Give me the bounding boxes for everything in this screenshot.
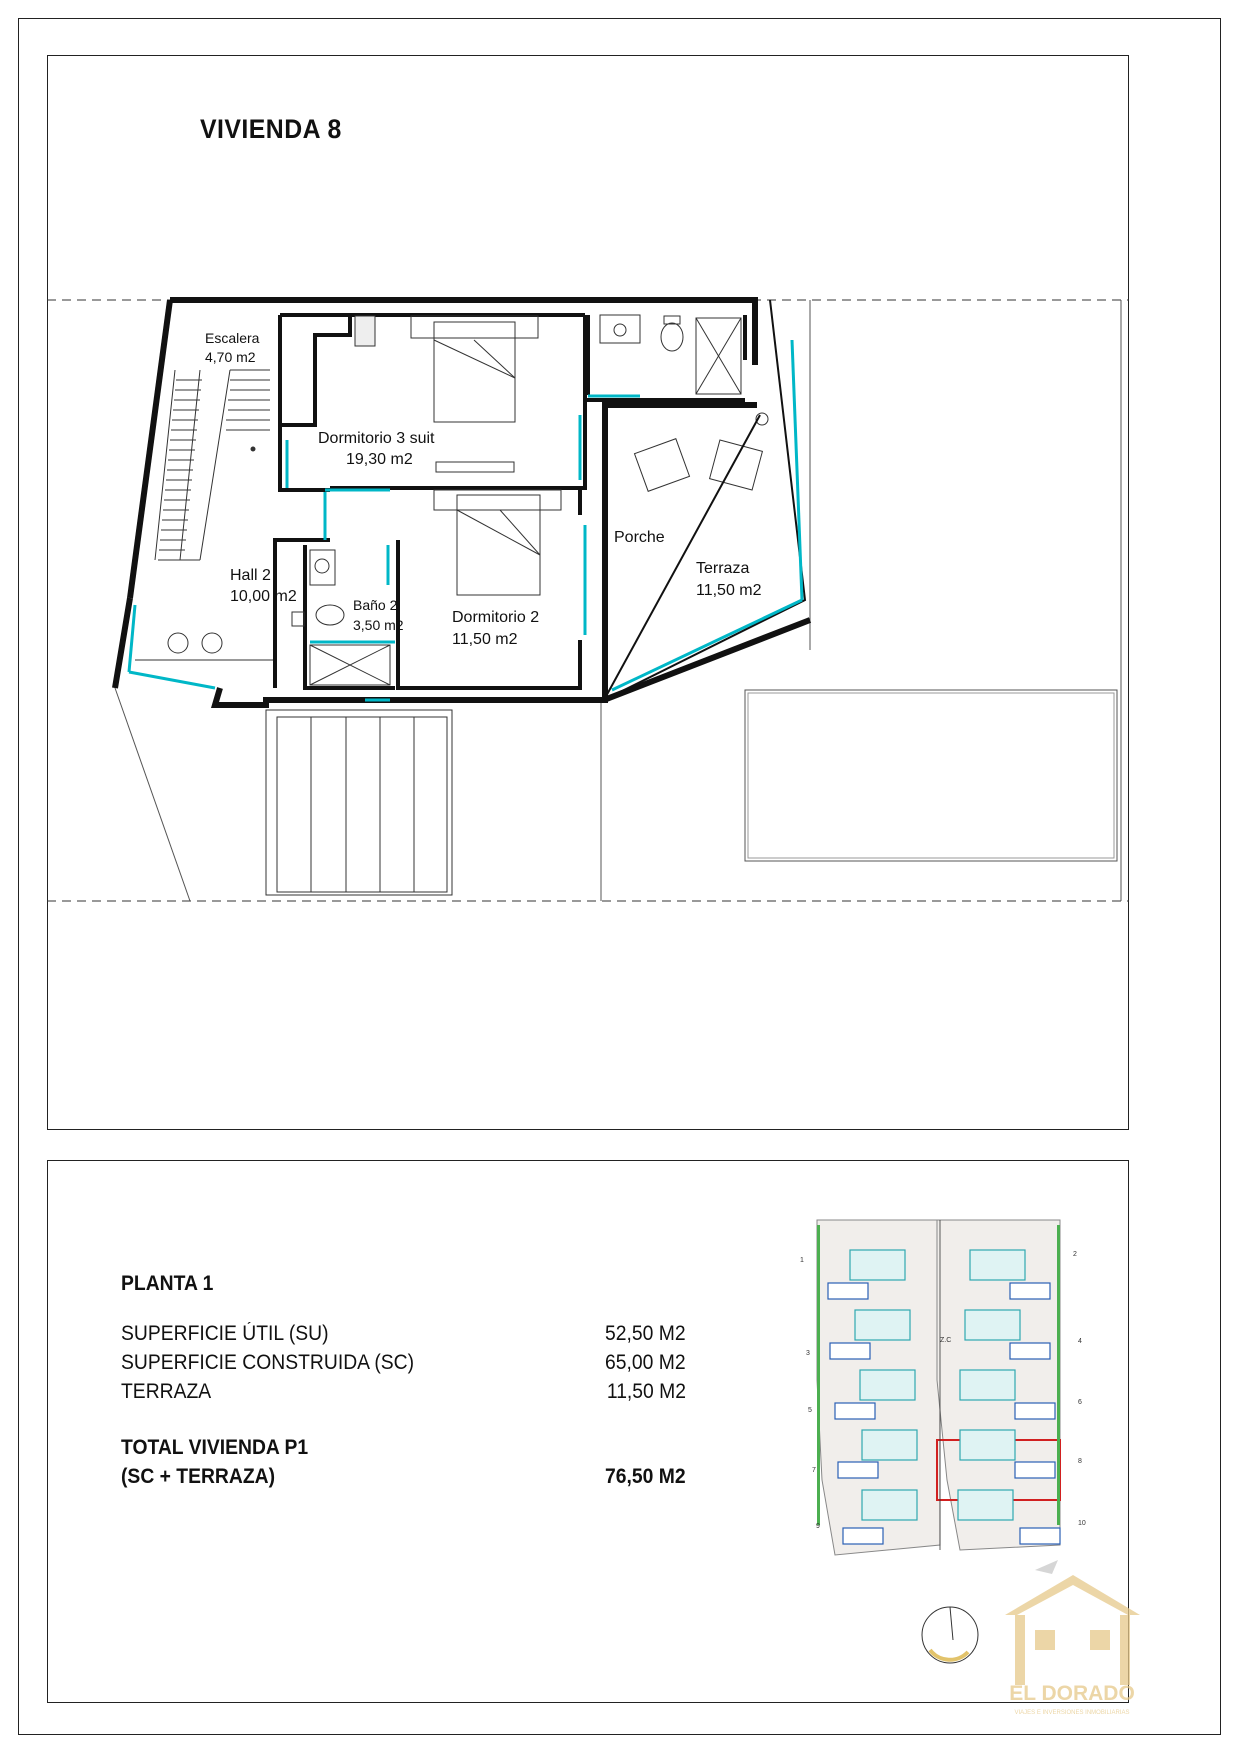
bed-dormitorio-2 — [434, 490, 561, 595]
pergola — [266, 710, 452, 895]
escalera-name: Escalera — [205, 330, 260, 346]
lot-2: 2 — [1073, 1251, 1077, 1258]
total-label-2: (SC + TERRAZA) — [121, 1465, 276, 1488]
summary-label-su: SUPERFICIE ÚTIL (SU) — [121, 1322, 329, 1345]
summary-label-terraza: TERRAZA — [121, 1380, 212, 1403]
dormitorio2-name: Dormitorio 2 — [452, 609, 540, 626]
dormitorio2-area: 11,50 m2 — [452, 631, 518, 648]
lot-8: 8 — [1078, 1458, 1082, 1465]
dormitorio3-name: Dormitorio 3 suit — [318, 430, 435, 447]
bano2-name: Baño 2 — [353, 597, 398, 613]
hall-furniture — [135, 633, 273, 660]
summary-value-su: 52,50 M2 — [605, 1322, 686, 1345]
bed-dormitorio-3 — [355, 316, 538, 472]
total-label-1: TOTAL VIVIENDA P1 — [121, 1436, 309, 1459]
total-value: 76,50 M2 — [605, 1465, 686, 1488]
summary-heading: PLANTA 1 — [121, 1272, 214, 1295]
lot-9: 9 — [816, 1523, 820, 1530]
terraza-name: Terraza — [696, 560, 750, 577]
lot-7: 7 — [812, 1467, 816, 1474]
escalera-area: 4,70 m2 — [205, 349, 256, 365]
hall2-area: 10,00 m2 — [230, 588, 297, 605]
logo — [1005, 1560, 1140, 1716]
logo-name: EL DORADO — [1009, 1682, 1135, 1705]
stair — [155, 370, 270, 560]
terraza-area: 11,50 m2 — [696, 582, 762, 599]
porche-name: Porche — [614, 529, 665, 546]
dormitorio3-area: 19,30 m2 — [346, 451, 413, 468]
page-title: VIVIENDA 8 — [200, 114, 342, 144]
lot-1: 1 — [800, 1257, 804, 1264]
lot-10: 10 — [1078, 1520, 1086, 1527]
porch-furniture — [634, 413, 768, 491]
logo-tagline: VIAJES E INVERSIONES INMOBILIARIAS — [1014, 1710, 1130, 1716]
summary-label-sc: SUPERFICIE CONSTRUIDA (SC) — [121, 1351, 415, 1374]
hall2-name: Hall 2 — [230, 567, 271, 584]
summary-value-sc: 65,00 M2 — [605, 1351, 686, 1374]
site-plan — [800, 1220, 1086, 1555]
lot-4: 4 — [1078, 1338, 1082, 1345]
zone-label: Z.C — [940, 1337, 952, 1344]
summary-value-terraza: 11,50 M2 — [606, 1380, 686, 1403]
north-arrow-icon — [922, 1607, 978, 1663]
lot-6: 6 — [1078, 1399, 1082, 1406]
bano2-area: 3,50 m2 — [353, 617, 404, 633]
terrace-edge — [604, 300, 805, 700]
bathroom-suite — [600, 315, 741, 394]
lot-5: 5 — [808, 1407, 812, 1414]
lot-3: 3 — [806, 1350, 810, 1357]
